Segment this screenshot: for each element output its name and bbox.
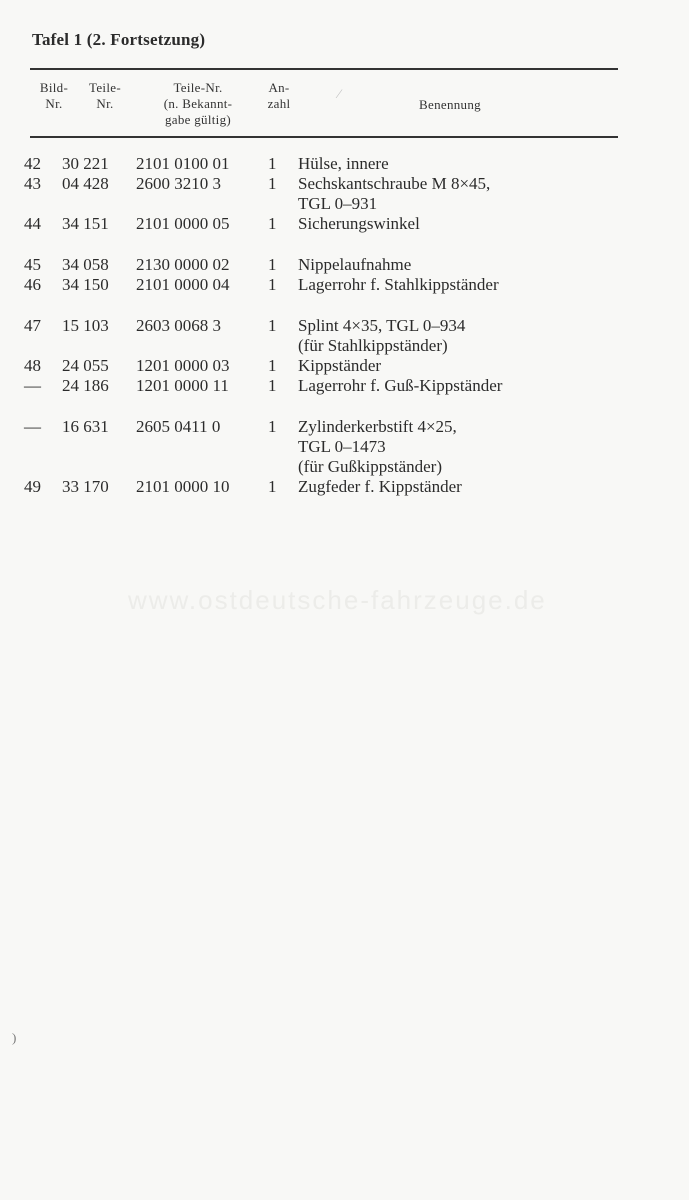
cell-benennung [0,417,689,477]
cell-anzahl: 1 [268,214,277,233]
cell-bild-nr: 42 [24,154,41,173]
cell-anzahl: 1 [268,356,277,375]
cell-benennung [0,255,689,275]
cell-teile-nr: 04 428 [62,174,109,193]
cell-teile-nr-bekanntgabe: 1201 0000 11 [136,376,229,395]
cell-bild-nr: — [24,417,41,436]
header-anzahl: An- zahl [267,80,291,111]
header-bild-nr: Bild- Nr. [39,80,69,111]
watermark: www.ostdeutsche-fahrzeuge.de [128,585,547,615]
benennung-line: Zylinderkerbstift 4×25, [298,417,457,436]
table-row [0,356,689,376]
table-row [0,255,689,275]
cell-teile-nr: 15 103 [62,316,109,335]
table-row [0,316,689,356]
cell-teile-nr-bekanntgabe: 2101 0000 05 [136,214,230,233]
cell-teile-nr-bekanntgabe: 2101 0000 04 [136,275,230,294]
cell-teile-nr: 16 631 [62,417,109,436]
cell-bild-nr: 45 [24,255,41,274]
cell-benennung [0,376,689,396]
cell-benennung [0,477,689,497]
cell-bild-nr: 49 [24,477,41,496]
parts-table-body [0,154,689,497]
table-row [0,477,689,497]
cell-benennung [0,275,689,295]
header-rule-top [30,68,618,70]
table-row [0,376,689,396]
header-rule-bottom [30,136,618,138]
cell-teile-nr-bekanntgabe: 2605 0411 0 [136,417,221,436]
benennung-line: TGL 0–931 [298,194,378,213]
table-row [0,154,689,174]
benennung-line: (für Gußkippständer) [298,457,442,476]
cell-anzahl: 1 [268,154,277,173]
cell-bild-nr: — [24,376,41,395]
cell-benennung [0,356,689,376]
table-row [0,275,689,295]
cell-bild-nr: 43 [24,174,41,193]
cell-bild-nr: 47 [24,316,41,335]
cell-teile-nr-bekanntgabe: 1201 0000 03 [136,356,230,375]
cell-teile-nr-bekanntgabe: 2101 0100 01 [136,154,230,173]
cell-teile-nr: 34 151 [62,214,109,233]
benennung-line: Kippständer [298,356,382,375]
cell-teile-nr: 24 186 [62,376,109,395]
cell-anzahl: 1 [268,255,277,274]
cell-teile-nr-bekanntgabe: 2130 0000 02 [136,255,230,274]
cell-bild-nr: 44 [24,214,41,233]
cell-bild-nr: 46 [24,275,41,294]
cell-anzahl: 1 [268,376,277,395]
cell-teile-nr-bekanntgabe: 2600 3210 3 [136,174,221,193]
cell-teile-nr: 30 221 [62,154,109,173]
page-title: Tafel 1 (2. Fortsetzung) [32,30,206,49]
benennung-line: Zugfeder f. Kippständer [298,477,462,496]
margin-mark: ) [12,1030,17,1045]
cell-teile-nr-bekanntgabe: 2101 0000 10 [136,477,230,496]
table-row [0,214,689,234]
cell-teile-nr: 34 150 [62,275,109,294]
header-teile-nr: Teile- Nr. [89,80,121,111]
cell-benennung [0,214,689,234]
benennung-line: Hülse, innere [298,154,389,173]
cell-benennung [0,174,689,214]
table-row [0,174,689,214]
cell-teile-nr: 24 055 [62,356,109,375]
cell-benennung [0,154,689,174]
benennung-line: Sechskantschraube M 8×45, [298,174,491,193]
stray-mark: ⁄ [338,86,341,101]
benennung-line: Splint 4×35, TGL 0–934 [298,316,466,335]
header-teile-nr-bekanntgabe: Teile-Nr. (n. Bekannt- gabe gültig) [163,80,233,127]
table-row [0,417,689,477]
benennung-line: (für Stahlkippständer) [298,336,448,355]
cell-teile-nr-bekanntgabe: 2603 0068 3 [136,316,221,335]
header-benennung: Benennung [419,97,481,112]
cell-benennung [0,316,689,356]
cell-teile-nr: 34 058 [62,255,109,274]
benennung-line: TGL 0–1473 [298,437,386,456]
cell-anzahl: 1 [268,417,277,436]
benennung-line: Lagerrohr f. Guß-Kippständer [298,376,503,395]
benennung-line: Lagerrohr f. Stahlkippständer [298,275,499,294]
cell-teile-nr: 33 170 [62,477,109,496]
cell-anzahl: 1 [268,477,277,496]
benennung-line: Nippelaufnahme [298,255,412,274]
cell-anzahl: 1 [268,275,277,294]
benennung-line: Sicherungswinkel [298,214,420,233]
cell-anzahl: 1 [268,174,277,193]
cell-bild-nr: 48 [24,356,41,375]
cell-anzahl: 1 [268,316,277,335]
